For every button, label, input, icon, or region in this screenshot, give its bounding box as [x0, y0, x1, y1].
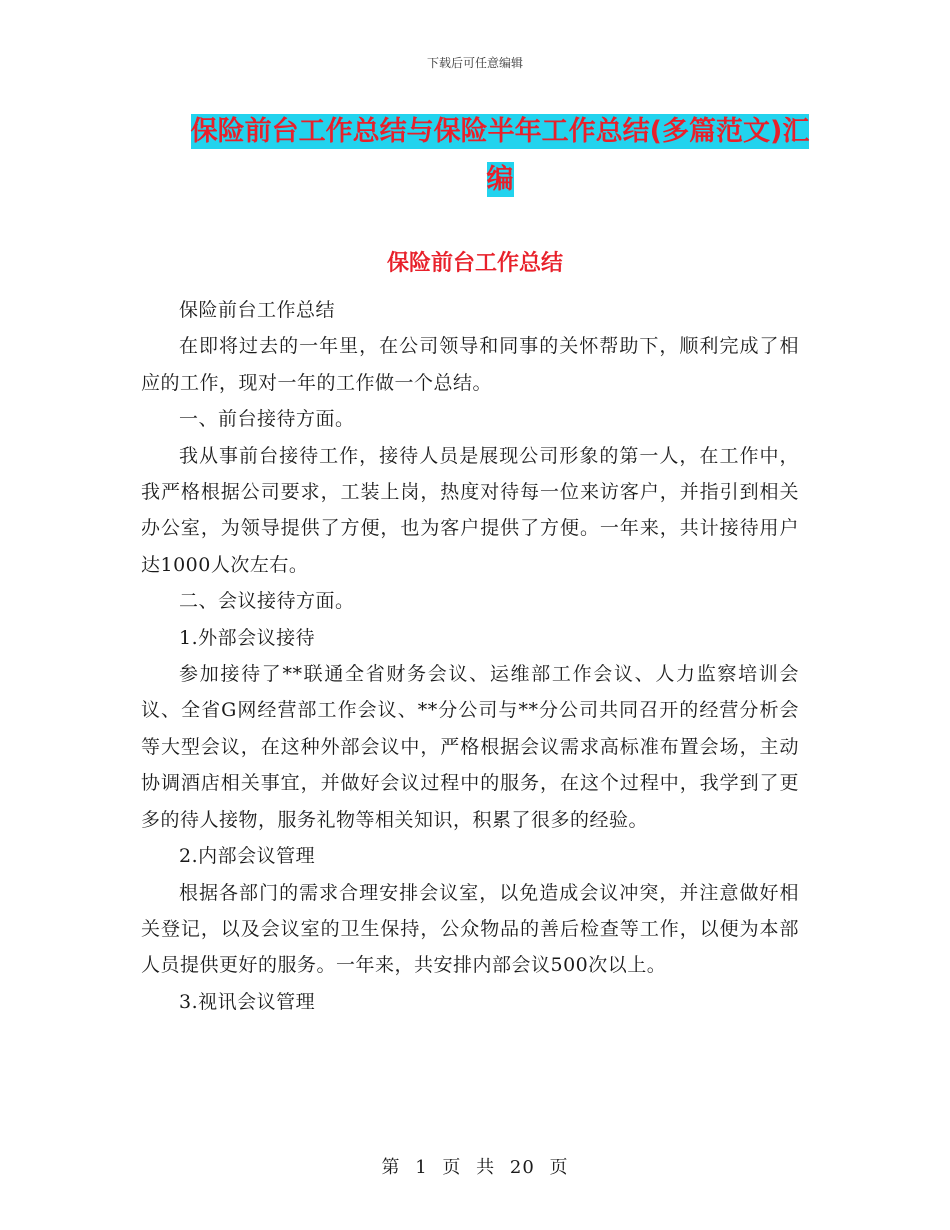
page-footer: [0, 1153, 950, 1179]
paragraph: 保险前台工作总结: [179, 299, 336, 321]
paragraph: 二、会议接待方面。: [179, 590, 355, 613]
footer-total-suffix: 页: [549, 1157, 569, 1178]
paragraph: 我从事前台接待工作，接待人员是展现公司形象的第一人，在工作中，我严格根据公司要求，工装上岗，热度对待每一位来访客户，并指引到相关办公室，为领导提供了方便，也为客户提供了方便。一年来，共计接待用户达1000人次左右。: [141, 444, 799, 576]
footer-current-page: 1: [415, 1157, 428, 1178]
footer-page-prefix: 第: [381, 1157, 401, 1178]
paragraph: 根据各部门的需求合理安排会议室，以免造成会议冲突，并注意做好相关登记，以及会议室的卫生保持，公众物品的善后检查等工作，以便为本部人员提供更好的服务。一年来，共安排内部会议500次以上。: [141, 881, 799, 977]
footer-total-pages: 20: [509, 1157, 535, 1178]
paragraph: 在即将过去的一年里，在公司领导和同事的关怀帮助下，顺利完成了相应的工作，现对一年的工作做一个总结。: [141, 335, 799, 394]
paragraph: 1.外部会议接待: [179, 626, 316, 649]
paragraph: 一、前台接待方面。: [179, 408, 355, 431]
paragraph: 3.视讯会议管理: [179, 990, 316, 1013]
footer-page-mid: 页: [442, 1157, 462, 1178]
document-title-line1: 保险前台工作总结与保险半年工作总结(多篇范文)汇: [190, 116, 810, 147]
paragraph: 参加接待了**联通全省财务会议、运维部工作会议、人力监察培训会议、全省G网经营部工作会议、**分公司与**分公司共同召开的经营分析会等大型会议，在这种外部会议中，严格根据会议需求高标准布置会场，主动协调酒店相关事宜，并做好会议过程中的服务，在这个过程中，我学到了更多的待人接物，服务礼物等相关知识，积累了很多的经验。: [141, 663, 799, 831]
document-title: [180, 108, 820, 204]
document-title-line2: 编: [486, 164, 514, 195]
section-title: 保险前台工作总结: [386, 251, 563, 276]
document-body: [141, 292, 799, 1020]
header-note: 下载后可任意编辑: [426, 56, 523, 70]
paragraph: 2.内部会议管理: [179, 845, 316, 868]
footer-total-prefix: 共: [476, 1157, 496, 1178]
